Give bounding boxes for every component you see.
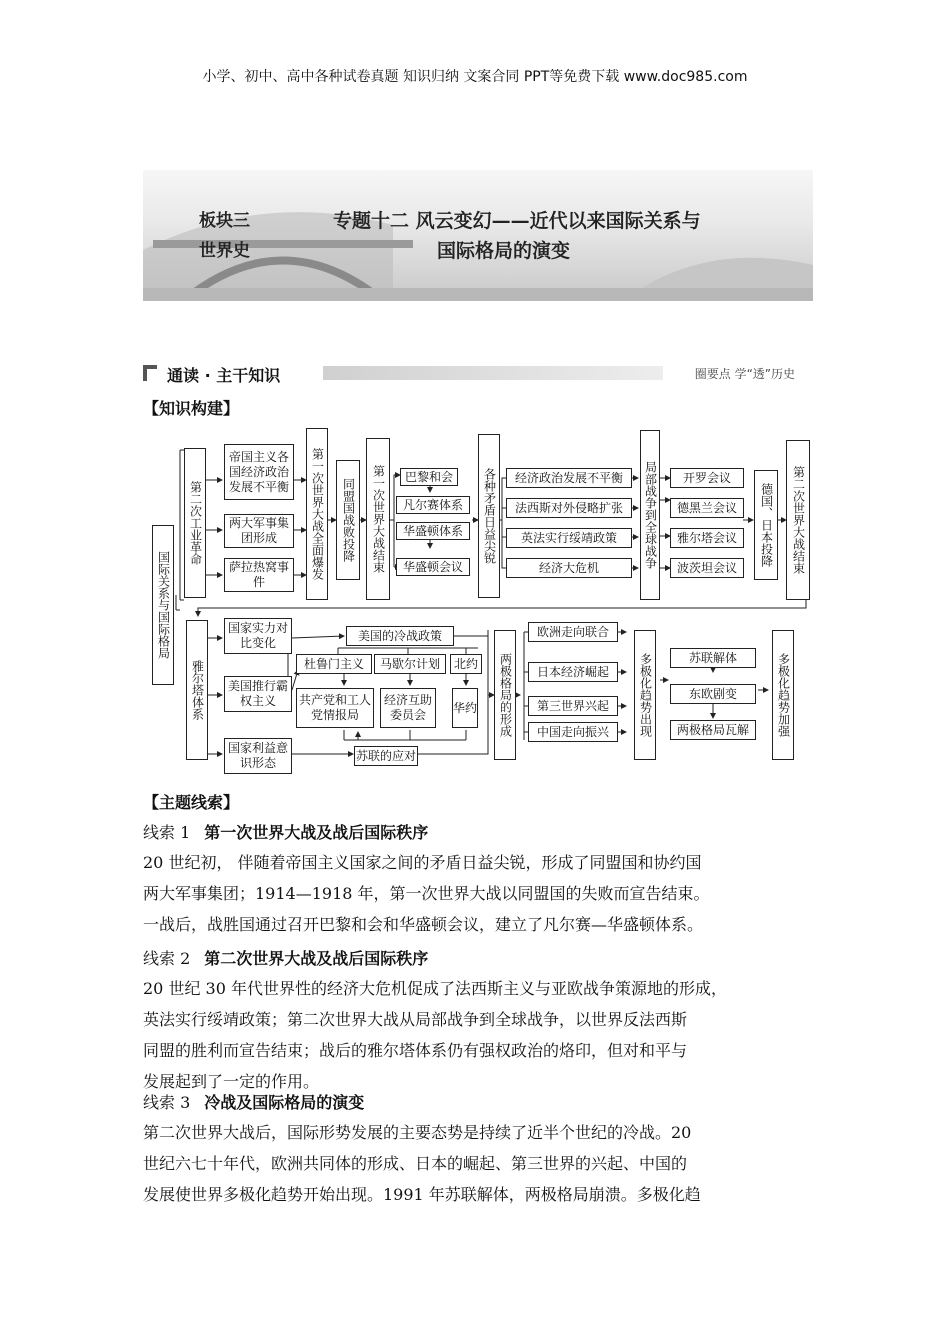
node-truman: 杜鲁门主义 <box>296 654 372 674</box>
corner-mark-icon <box>143 365 157 381</box>
node-driver-2: 美国推行霸权主义 <box>224 676 292 712</box>
node-cominform: 共产党和工人党情报局 <box>296 688 374 728</box>
node-soviet-response: 苏联的应对 <box>354 746 418 766</box>
node-factor-3: 英法实行绥靖政策 <box>506 528 632 548</box>
title-banner <box>143 170 813 301</box>
node-ussr-collapse: 苏联解体 <box>670 648 756 668</box>
node-comecon: 经济互助委员会 <box>380 688 436 728</box>
node-tehran: 德黑兰会议 <box>670 498 744 518</box>
clues-heading: 【主题线索】 <box>143 793 240 812</box>
node-industrial: 第二次工业革命 <box>184 448 206 598</box>
node-war-expand: 局部战争到全球战争 <box>640 430 660 600</box>
node-conflicts: 各种矛盾日益尖锐 <box>478 434 500 598</box>
node-factor-2: 法西斯对外侵略扩张 <box>506 498 632 518</box>
node-factor-4: 经济大危机 <box>506 558 632 578</box>
node-central-defeat: 同盟国战败投降 <box>336 460 360 580</box>
section-bar <box>143 363 813 385</box>
node-washington-conference: 华盛顿会议 <box>396 558 470 576</box>
clue-3-text: 第二次世界大战后，国际形势发展的主要态势是持续了近半个世纪的冷战。20 世纪六七十年代，欧洲共同体的形成、日本的崛起、第三世界的兴起、中国的 发展使世界多极化趋势开始出现。1991 年苏联解体，两极格局崩溃。多极化趋 <box>143 1123 701 1204</box>
section-label: 板块三 世界史 <box>199 211 250 261</box>
knowledge-diagram <box>148 440 818 770</box>
node-cause-2: 两大军事集团形成 <box>224 514 294 548</box>
node-east-europe: 东欧剧变 <box>670 684 756 704</box>
clue-3-title: 线索 3 冷战及国际格局的演变 <box>143 1093 365 1112</box>
node-washington-system: 华盛顿体系 <box>396 522 470 540</box>
clue-2-title: 线索 2 第二次世界大战及战后国际秩序 <box>143 949 429 968</box>
node-surrender: 德国、日本投降 <box>754 470 778 580</box>
node-potsdam: 波茨坦会议 <box>670 558 744 578</box>
node-us-policy: 美国的冷战政策 <box>346 626 454 646</box>
clue-1-text: 20 世纪初， 伴随着帝国主义国家之间的矛盾日益尖锐，形成了同盟国和协约国 两大军事集团；1914—1918 年，第一次世界大战以同盟国的失败而宣告结束。 一战后，战胜国通过召开巴黎和会和华盛顿会议，建立了凡尔赛—华盛顿体系。 <box>143 853 710 934</box>
node-versailles: 凡尔赛体系 <box>396 496 470 514</box>
divider <box>323 366 663 380</box>
node-factor-1: 经济政治发展不平衡 <box>506 468 632 488</box>
node-warsaw: 华约 <box>452 688 478 728</box>
node-ww1-start: 第一次世界大战全面爆发 <box>306 428 328 600</box>
clue-2-text: 20 世纪 30 年代世界性的经济大危机促成了法西斯主义与亚欧战争策源地的形成， 英法实行绥靖政策；第二次世界大战从局部战争到全球战争，以世界反法西斯 同盟的胜利而宣告结束；战后的雅尔塔体系仍有强权政治的烙印，但对和平与 发展起到了一定的作用。 <box>143 979 727 1091</box>
node-yalta-conf: 雅尔塔会议 <box>670 528 744 548</box>
node-cause-1: 帝国主义各国经济政治发展不平衡 <box>224 444 294 500</box>
node-multi-emerge: 多极化趋势出现 <box>634 630 656 760</box>
node-driver-1: 国家实力对比变化 <box>224 618 292 654</box>
section-slogan: 圈要点 学“透”历史 <box>694 367 795 381</box>
node-cause-3: 萨拉热窝事件 <box>224 558 294 592</box>
knowledge-heading: 【知识构建】 <box>143 399 240 418</box>
node-bipolar-end: 两极格局瓦解 <box>670 720 756 740</box>
node-yalta-system: 雅尔塔体系 <box>186 620 208 760</box>
clue-1-title: 线索 1 第一次世界大战及战后国际秩序 <box>143 823 429 842</box>
section-name: 通读 · 主干知识 <box>167 366 281 385</box>
node-bipolar: 两极格局的形成 <box>494 630 516 760</box>
header-note: 小学、初中、高中各种试卷真题 知识归纳 文案合同 PPT等免费下载 www.doc985.com <box>202 69 748 85</box>
node-marshall: 马歇尔计划 <box>374 654 446 674</box>
page-title: 专题十二 风云变幻——近代以来国际关系与 国际格局的演变 <box>333 210 701 262</box>
node-nato: 北约 <box>450 654 482 674</box>
node-paris: 巴黎和会 <box>400 468 458 486</box>
node-multi-strengthen: 多极化趋势加强 <box>772 630 794 760</box>
node-ww1-end: 第一次世界大战结束 <box>366 438 390 600</box>
node-trend-1: 欧洲走向联合 <box>528 622 618 642</box>
node-cairo: 开罗会议 <box>670 468 744 488</box>
node-trend-2: 日本经济崛起 <box>528 662 618 682</box>
node-ww2-end: 第二次世界大战结束 <box>786 440 810 600</box>
diagram-root: 国际关系与国际格局 <box>152 525 174 685</box>
node-trend-4: 中国走向振兴 <box>528 722 618 742</box>
node-trend-3: 第三世界兴起 <box>528 696 618 716</box>
node-driver-3: 国家利益意识形态 <box>224 738 292 774</box>
